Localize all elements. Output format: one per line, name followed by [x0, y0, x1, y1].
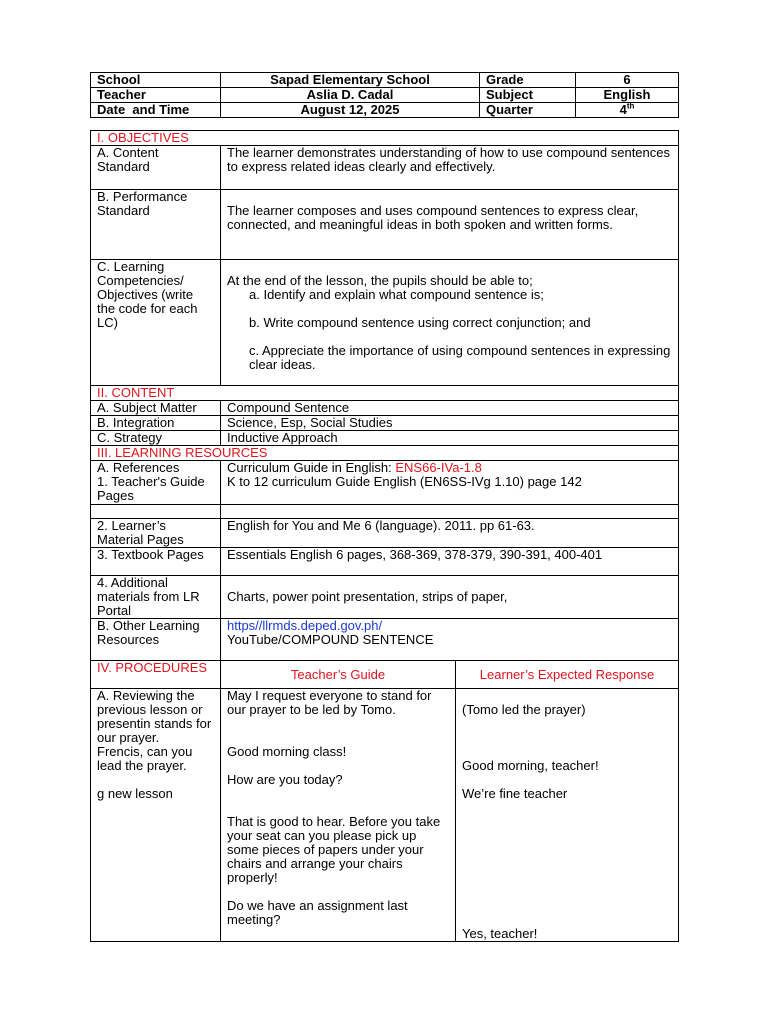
other-resources-cell — [221, 619, 679, 661]
teacher-line-4: That is good to hear. Before you take your seat can you please pick up some pieces of papers under your chairs and arrange your chairs properly! — [227, 814, 441, 885]
integration-value: Science, Esp, Social Studies — [221, 416, 679, 431]
learners-material-row — [91, 519, 679, 548]
blank-row — [91, 505, 679, 519]
content-heading: II. CONTENT — [91, 386, 679, 401]
objectives-heading: I. OBJECTIVES — [91, 131, 679, 146]
learner-line-1: (Tomo led the prayer) — [462, 702, 586, 717]
procedures-row — [91, 689, 679, 942]
learners-material-value: English for You and Me 6 (language). 2011. pp 61-63. — [221, 519, 679, 548]
performance-standard-cell — [221, 190, 679, 260]
deped-portal-link[interactable]: https//llrmds.deped.gov.ph/ — [227, 618, 383, 633]
header-row-school — [91, 73, 679, 88]
textbook-label: 3. Textbook Pages — [91, 548, 221, 576]
competency-c: c. Appreciate the importance of using compound sentences in expressing clear ideas. — [249, 343, 671, 372]
integration-label: B. Integration — [91, 416, 221, 431]
teacher-line-5: Do we have an assignment last meeting? — [227, 898, 408, 927]
competencies-row — [91, 260, 679, 386]
subject-matter-value: Compound Sentence — [221, 401, 679, 416]
quarter-value — [576, 103, 679, 118]
teacher-guide-cell — [221, 689, 456, 942]
performance-standard-value: The learner composes and uses compound sentences to express clear, connected, and meaningful ideas in both spoken and written forms. — [227, 203, 639, 232]
teacher-line-1: May I request everyone to stand for our prayer to be led by Tomo. — [227, 688, 432, 717]
resources-heading: III. LEARNING RESOURCES — [91, 446, 679, 461]
content-standard-value: The learner demonstrates understanding of how to use compound sentences to express related ideas clearly and effectively. — [221, 146, 679, 190]
strategy-row — [91, 431, 679, 446]
other-resources-value: YouTube/COMPOUND SENTENCE — [227, 632, 434, 647]
lesson-header-table — [90, 72, 679, 118]
additional-materials-value: Charts, power point presentation, strips of paper, — [227, 589, 508, 604]
learner-line-3: We’re fine teacher — [462, 786, 568, 801]
date-value: August 12, 2025 — [221, 103, 480, 118]
textbook-row — [91, 548, 679, 576]
resources-heading-row — [91, 446, 679, 461]
content-standard-row — [91, 146, 679, 190]
teacher-line-2: Good morning class! — [227, 744, 347, 759]
learner-line-2: Good morning, teacher! — [462, 758, 599, 773]
competencies-cell — [221, 260, 679, 386]
learner-response-cell — [456, 689, 679, 942]
competencies-label: C. Learning Competencies/ Objectives (write the code for each LC) — [91, 260, 221, 386]
subject-value: English — [576, 88, 679, 103]
subject-label: Subject — [480, 88, 576, 103]
subject-matter-row — [91, 401, 679, 416]
lesson-plan-table — [90, 130, 679, 942]
references-prefix: Curriculum Guide in English: — [227, 460, 396, 475]
learner-line-4: Yes, teacher! — [462, 926, 538, 941]
additional-materials-cell — [221, 576, 679, 619]
procedures-step-label: A. Reviewing the previous lesson or presentin stands for our prayer. Frencis, can you lead the prayer. g new lesson — [91, 689, 221, 942]
quarter-label: Quarter — [480, 103, 576, 118]
date-label: Date and Time — [91, 103, 221, 118]
header-row-teacher — [91, 88, 679, 103]
performance-standard-label: B. Performance Standard — [91, 190, 221, 260]
quarter-number: 4 — [619, 102, 627, 117]
competency-a: a. Identify and explain what compound sentence is; — [249, 287, 544, 302]
header-row-date — [91, 103, 679, 118]
additional-materials-row — [91, 576, 679, 619]
integration-row — [91, 416, 679, 431]
other-resources-label: B. Other Learning Resources — [91, 619, 221, 661]
teacher-value: Aslia D. Cadal — [221, 88, 480, 103]
subject-matter-label: A. Subject Matter — [91, 401, 221, 416]
references-label: A. References 1. Teacher's Guide Pages — [91, 461, 221, 505]
quarter-suffix: th — [626, 101, 635, 111]
performance-standard-row — [91, 190, 679, 260]
school-label: School — [91, 73, 221, 88]
procedures-heading: IV. PROCEDURES — [91, 661, 221, 689]
textbook-value: Essentials English 6 pages, 368-369, 378-379, 390-391, 400-401 — [221, 548, 679, 576]
strategy-label: C. Strategy — [91, 431, 221, 446]
references-cell — [221, 461, 679, 505]
references-row — [91, 461, 679, 505]
other-resources-row — [91, 619, 679, 661]
objectives-heading-row — [91, 131, 679, 146]
learner-response-column-header: Learner’s Expected Response — [456, 661, 679, 689]
competencies-intro: At the end of the lesson, the pupils should be able to; — [227, 273, 533, 288]
grade-label: Grade — [480, 73, 576, 88]
competency-b: b. Write compound sentence using correct conjunction; and — [249, 315, 591, 330]
teacher-line-3: How are you today? — [227, 772, 343, 787]
grade-value: 6 — [576, 73, 679, 88]
additional-materials-label: 4. Additional materials from LR Portal — [91, 576, 221, 619]
teacher-label: Teacher — [91, 88, 221, 103]
strategy-value: Inductive Approach — [221, 431, 679, 446]
learners-material-label: 2. Learner’s Material Pages — [91, 519, 221, 548]
procedures-heading-row — [91, 661, 679, 689]
references-code: ENS66-IVa-1.8 — [395, 460, 482, 475]
teacher-guide-column-header: Teacher’s Guide — [221, 661, 456, 689]
content-heading-row — [91, 386, 679, 401]
school-value: Sapad Elementary School — [221, 73, 480, 88]
content-standard-label: A. Content Standard — [91, 146, 221, 190]
references-line2: K to 12 curriculum Guide English (EN6SS-IVg 1.10) page 142 — [227, 474, 582, 489]
